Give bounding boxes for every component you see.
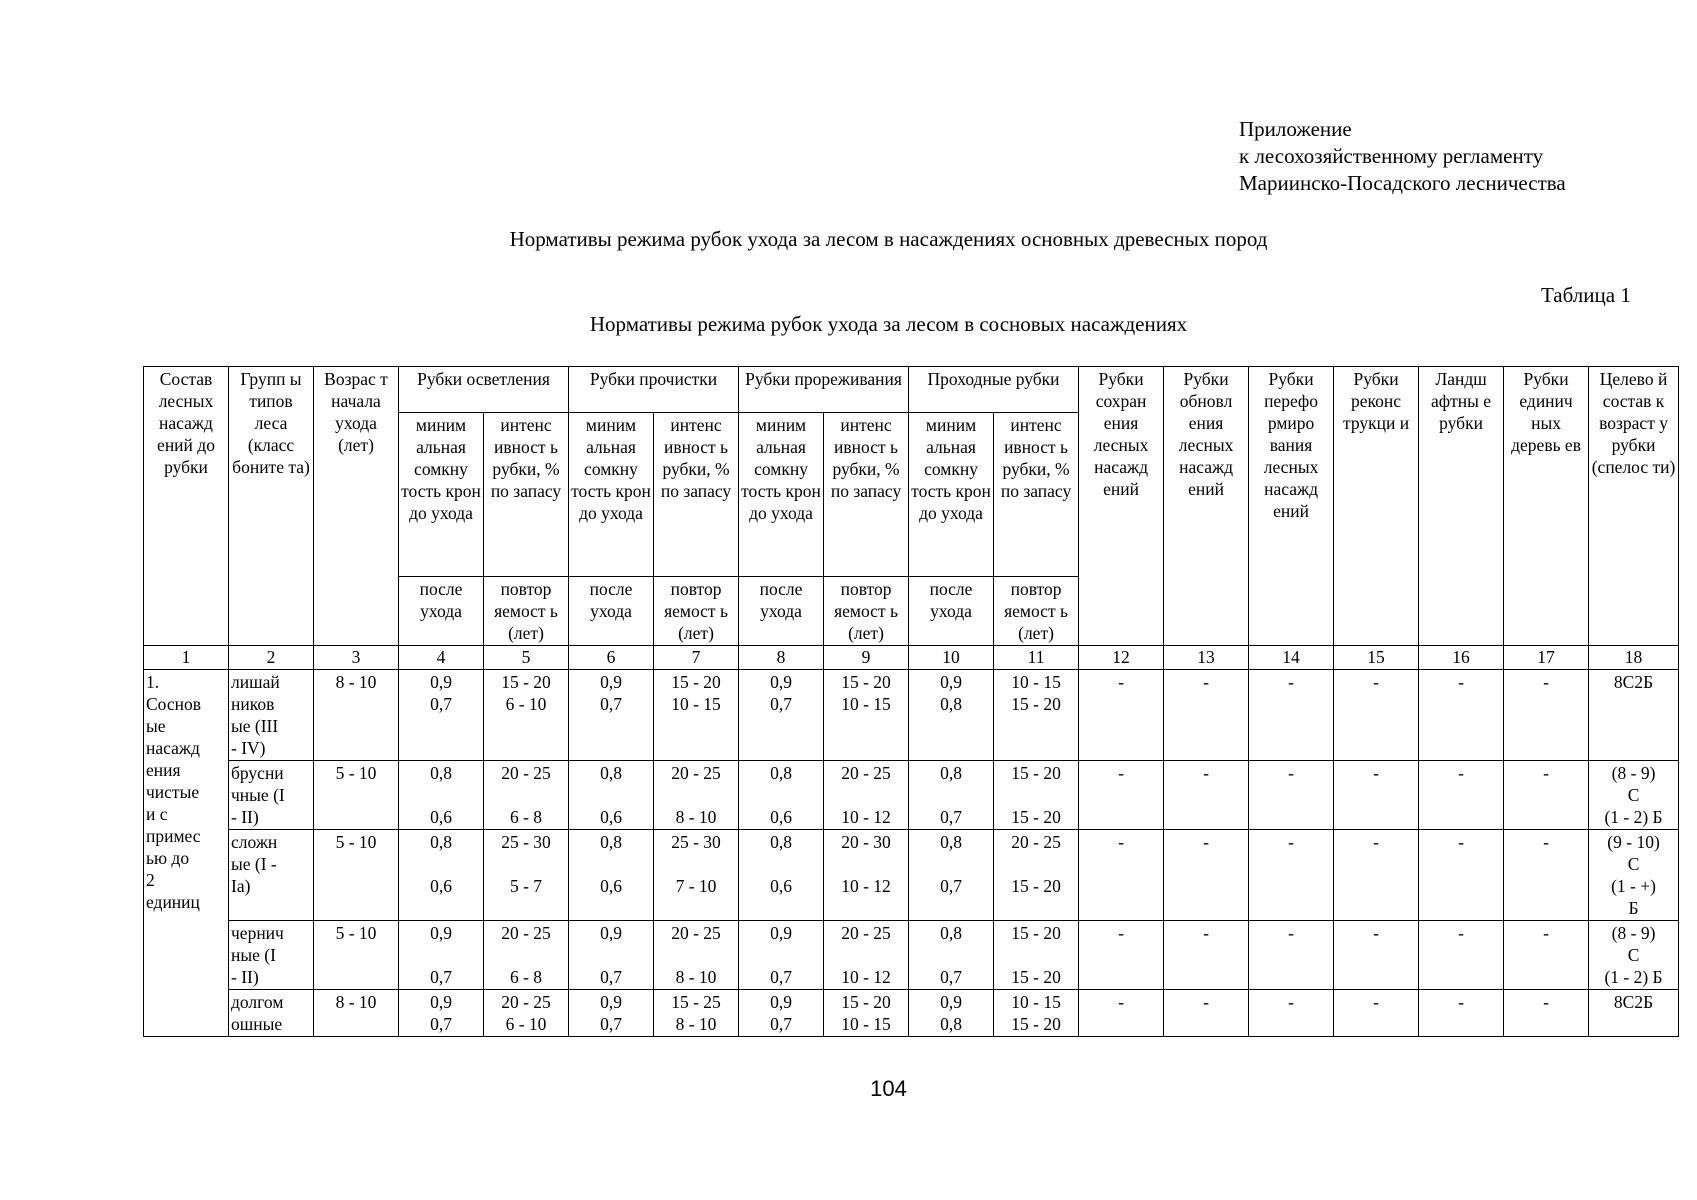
value-cell: 0,8 0,6 <box>569 761 654 830</box>
value-cell: 0,9 0,8 <box>909 990 994 1037</box>
value-cell: - <box>1164 990 1249 1037</box>
header-cleaning-cuttings: Рубки прочистки <box>569 367 739 413</box>
table-number: Таблица 1 <box>1541 283 1631 307</box>
column-number: 5 <box>484 646 569 670</box>
appendix-line: Мариинско-Посадского лесничества <box>1239 171 1566 195</box>
value-cell: - <box>1334 830 1419 921</box>
header-repeat-interval: повтор яемост ь (лет) <box>654 577 739 646</box>
appendix-line: Приложение <box>1239 117 1352 141</box>
header-start-age: Возрас т начала ухода (лет) <box>314 367 399 646</box>
value-cell: 0,9 0,7 <box>569 670 654 761</box>
column-number: 11 <box>994 646 1079 670</box>
value-cell: 25 - 30 5 - 7 <box>484 830 569 921</box>
value-cell: - <box>1164 921 1249 990</box>
value-cell: 0,8 0,6 <box>739 761 824 830</box>
value-cell: 8С2Б <box>1589 670 1679 761</box>
value-cell: 15 - 20 10 - 15 <box>824 670 909 761</box>
value-cell: 20 - 25 10 - 12 <box>824 921 909 990</box>
value-cell: - <box>1334 990 1419 1037</box>
value-cell: 0,9 0,7 <box>399 990 484 1037</box>
header-landscape-cuttings: Ландш афтны е рубки <box>1419 367 1504 646</box>
value-cell: - <box>1419 990 1504 1037</box>
forest-type-cell: сложн ые (I - Ia) <box>229 830 314 921</box>
value-cell: 15 - 20 6 - 10 <box>484 670 569 761</box>
value-cell: - <box>1419 921 1504 990</box>
value-cell: - <box>1079 990 1164 1037</box>
value-cell: - <box>1164 830 1249 921</box>
norms-table <box>143 366 1679 1037</box>
header-reformation-cuttings: Рубки перефо рмиро вания лесных насажд ений <box>1249 367 1334 646</box>
forest-type-cell: чернич ные (I - II) <box>229 921 314 990</box>
value-cell: - <box>1249 670 1334 761</box>
header-after-care: после ухода <box>909 577 994 646</box>
column-number-row <box>144 646 1679 670</box>
value-cell: 0,9 0,7 <box>739 990 824 1037</box>
value-cell: 20 - 25 15 - 20 <box>994 830 1079 921</box>
value-cell: - <box>1334 670 1419 761</box>
value-cell: - <box>1079 670 1164 761</box>
value-cell: 8С2Б <box>1589 990 1679 1037</box>
column-number: 7 <box>654 646 739 670</box>
header-reconstruction-cuttings: Рубки реконс трукци и <box>1334 367 1419 646</box>
value-cell: 20 - 25 10 - 12 <box>824 761 909 830</box>
value-cell: 20 - 25 6 - 10 <box>484 990 569 1037</box>
value-cell: - <box>1249 921 1334 990</box>
start-age-cell: 5 - 10 <box>314 921 399 990</box>
header-min-density: миним альная сомкну тость крон до ухода <box>909 413 994 577</box>
value-cell: 0,9 0,7 <box>399 670 484 761</box>
value-cell: - <box>1334 921 1419 990</box>
value-cell: 20 - 25 6 - 8 <box>484 761 569 830</box>
value-cell: 0,8 0,7 <box>909 761 994 830</box>
column-number: 14 <box>1249 646 1334 670</box>
header-repeat-interval: повтор яемост ь (лет) <box>994 577 1079 646</box>
value-cell: 15 - 20 15 - 20 <box>994 921 1079 990</box>
forest-type-cell: брусни чные (I - II) <box>229 761 314 830</box>
value-cell: 0,9 0,7 <box>739 921 824 990</box>
header-after-care: после ухода <box>739 577 824 646</box>
header-after-care: после ухода <box>569 577 654 646</box>
header-after-care: после ухода <box>399 577 484 646</box>
header-min-density: миним альная сомкну тость крон до ухода <box>569 413 654 577</box>
value-cell: - <box>1249 830 1334 921</box>
value-cell: 0,8 0,6 <box>739 830 824 921</box>
value-cell: 20 - 25 8 - 10 <box>654 921 739 990</box>
value-cell: (8 - 9) С (1 - 2) Б <box>1589 921 1679 990</box>
table-title: Нормативы режима рубок ухода за лесом в сосновых насаждениях <box>589 312 1188 336</box>
header-lightening-cuttings: Рубки осветления <box>399 367 569 413</box>
header-single-tree-cuttings: Рубки единич ных деревь ев <box>1504 367 1589 646</box>
header-renewal-cuttings: Рубки обновл ения лесных насажд ений <box>1164 367 1249 646</box>
start-age-cell: 5 - 10 <box>314 761 399 830</box>
value-cell: - <box>1419 670 1504 761</box>
value-cell: 20 - 25 8 - 10 <box>654 761 739 830</box>
header-thinning-cuttings: Рубки прореживания <box>739 367 909 413</box>
value-cell: - <box>1164 670 1249 761</box>
value-cell: - <box>1334 761 1419 830</box>
column-number: 1 <box>144 646 229 670</box>
column-number: 15 <box>1334 646 1419 670</box>
column-number: 16 <box>1419 646 1504 670</box>
column-number: 18 <box>1589 646 1679 670</box>
value-cell: 0,9 0,7 <box>569 990 654 1037</box>
value-cell: 0,8 0,6 <box>399 761 484 830</box>
document-title: Нормативы режима рубок ухода за лесом в насаждениях основных древесных пород <box>509 227 1268 251</box>
header-min-density: миним альная сомкну тость крон до ухода <box>739 413 824 577</box>
column-number: 12 <box>1079 646 1164 670</box>
column-number: 17 <box>1504 646 1589 670</box>
start-age-cell: 8 - 10 <box>314 990 399 1037</box>
header-intensity: интенс ивност ь рубки, % по запасу <box>994 413 1079 577</box>
header-intensity: интенс ивност ь рубки, % по запасу <box>654 413 739 577</box>
value-cell: 10 - 15 15 - 20 <box>994 670 1079 761</box>
column-number: 8 <box>739 646 824 670</box>
start-age-cell: 5 - 10 <box>314 830 399 921</box>
value-cell: - <box>1079 761 1164 830</box>
table-row <box>144 990 1679 1037</box>
value-cell: - <box>1079 830 1164 921</box>
value-cell: - <box>1249 990 1334 1037</box>
column-number: 4 <box>399 646 484 670</box>
header-intensity: интенс ивност ь рубки, % по запасу <box>824 413 909 577</box>
appendix-note <box>1239 116 1566 197</box>
table-row <box>144 670 1679 761</box>
column-number: 9 <box>824 646 909 670</box>
value-cell: (9 - 10) С (1 - +) Б <box>1589 830 1679 921</box>
header-repeat-interval: повтор яемост ь (лет) <box>484 577 569 646</box>
value-cell: 0,8 0,6 <box>399 830 484 921</box>
table-row <box>144 921 1679 990</box>
value-cell: (8 - 9) С (1 - 2) Б <box>1589 761 1679 830</box>
header-preservation-cuttings: Рубки сохран ения лесных насажд ений <box>1079 367 1164 646</box>
value-cell: 20 - 30 10 - 12 <box>824 830 909 921</box>
forest-type-cell: долгом ошные <box>229 990 314 1037</box>
value-cell: - <box>1504 761 1589 830</box>
page-number: 104 <box>870 1076 907 1101</box>
value-cell: 0,8 0,6 <box>569 830 654 921</box>
value-cell: - <box>1164 761 1249 830</box>
header-passing-cuttings: Проходные рубки <box>909 367 1079 413</box>
table-row <box>144 761 1679 830</box>
value-cell: 0,9 0,7 <box>739 670 824 761</box>
start-age-cell: 8 - 10 <box>314 670 399 761</box>
value-cell: 0,8 0,7 <box>909 921 994 990</box>
column-number: 13 <box>1164 646 1249 670</box>
appendix-line: к лесохозяйственному регламенту <box>1239 144 1544 168</box>
column-number: 6 <box>569 646 654 670</box>
value-cell: 25 - 30 7 - 10 <box>654 830 739 921</box>
header-target-composition: Целево й состав к возраст у рубки (спелос ти) <box>1589 367 1679 646</box>
column-number: 3 <box>314 646 399 670</box>
value-cell: - <box>1079 921 1164 990</box>
value-cell: 10 - 15 15 - 20 <box>994 990 1079 1037</box>
table-row <box>144 830 1679 921</box>
value-cell: 15 - 20 10 - 15 <box>654 670 739 761</box>
value-cell: 0,9 0,7 <box>569 921 654 990</box>
value-cell: - <box>1504 830 1589 921</box>
header-repeat-interval: повтор яемост ь (лет) <box>824 577 909 646</box>
header-intensity: интенс ивност ь рубки, % по запасу <box>484 413 569 577</box>
value-cell: 20 - 25 6 - 8 <box>484 921 569 990</box>
value-cell: - <box>1504 990 1589 1037</box>
value-cell: 15 - 25 8 - 10 <box>654 990 739 1037</box>
header-min-density: миним альная сомкну тость крон до ухода <box>399 413 484 577</box>
value-cell: 15 - 20 10 - 15 <box>824 990 909 1037</box>
column-number: 2 <box>229 646 314 670</box>
value-cell: 0,9 0,8 <box>909 670 994 761</box>
value-cell: - <box>1249 761 1334 830</box>
value-cell: - <box>1419 761 1504 830</box>
header-forest-type-group: Групп ы типов леса (класс бонитe та) <box>229 367 314 646</box>
value-cell: - <box>1504 921 1589 990</box>
table-body <box>144 670 1679 1037</box>
value-cell: 15 - 20 15 - 20 <box>994 761 1079 830</box>
value-cell: 0,9 0,7 <box>399 921 484 990</box>
forest-type-cell: лишай ников ые (III - IV) <box>229 670 314 761</box>
value-cell: - <box>1504 670 1589 761</box>
value-cell: 0,8 0,7 <box>909 830 994 921</box>
value-cell: - <box>1419 830 1504 921</box>
composition-cell: 1. Соснов ые насажд ения чистые и с примес ью до 2 единиц <box>144 670 229 1037</box>
column-number: 10 <box>909 646 994 670</box>
header-composition: Состав лесных насажд ений до рубки <box>144 367 229 646</box>
